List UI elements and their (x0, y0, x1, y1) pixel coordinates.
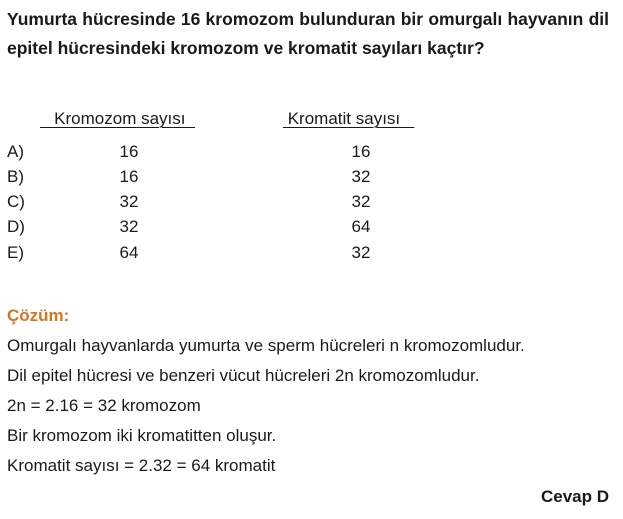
column-header-kromozom: Kromozom sayısı (40, 109, 195, 128)
kromozom-value: 32 (119, 217, 139, 236)
column-header-kromatit: Kromatit sayısı (283, 109, 415, 128)
solution-line: Dil epitel hücresi ve benzeri vücut hücreleri 2n kromozomludur. (7, 366, 480, 385)
answer-label: Cevap D (540, 487, 609, 506)
option-letter: B) (7, 167, 24, 186)
kromatit-value: 32 (351, 167, 371, 186)
option-row-d (0, 214, 623, 239)
kromatit-value: 32 (351, 192, 371, 211)
solution-title: Çözüm: (7, 306, 70, 325)
option-letter: C) (7, 192, 25, 211)
kromozom-value: 32 (119, 192, 139, 211)
option-row-c (0, 189, 623, 214)
kromozom-value: 64 (119, 243, 139, 262)
option-row-a (0, 139, 623, 164)
solution-line: Kromatit sayısı = 2.32 = 64 kromatit (7, 456, 276, 475)
option-letter: A) (7, 142, 24, 161)
question-text: Yumurta hücresinde 16 kromozom bulunduran bir omurgalı hayvanın dil epitel hücresindeki kromozom ve kromatit sayıları kaçtır? (7, 9, 609, 58)
kromatit-value: 64 (351, 217, 371, 236)
option-letter: E) (7, 243, 24, 262)
kromozom-value: 16 (119, 142, 139, 161)
kromatit-value: 16 (351, 142, 371, 161)
option-row-e (0, 240, 623, 265)
solution-line: Bir kromozom iki kromatitten oluşur. (7, 426, 277, 445)
option-letter: D) (7, 217, 25, 236)
solution-line: Omurgalı hayvanlarda yumurta ve sperm hücreleri n kromozomludur. (7, 336, 525, 355)
option-row-b (0, 164, 623, 189)
kromatit-value: 32 (351, 243, 371, 262)
kromozom-value: 16 (119, 167, 139, 186)
solution-line: 2n = 2.16 = 32 kromozom (7, 396, 201, 415)
